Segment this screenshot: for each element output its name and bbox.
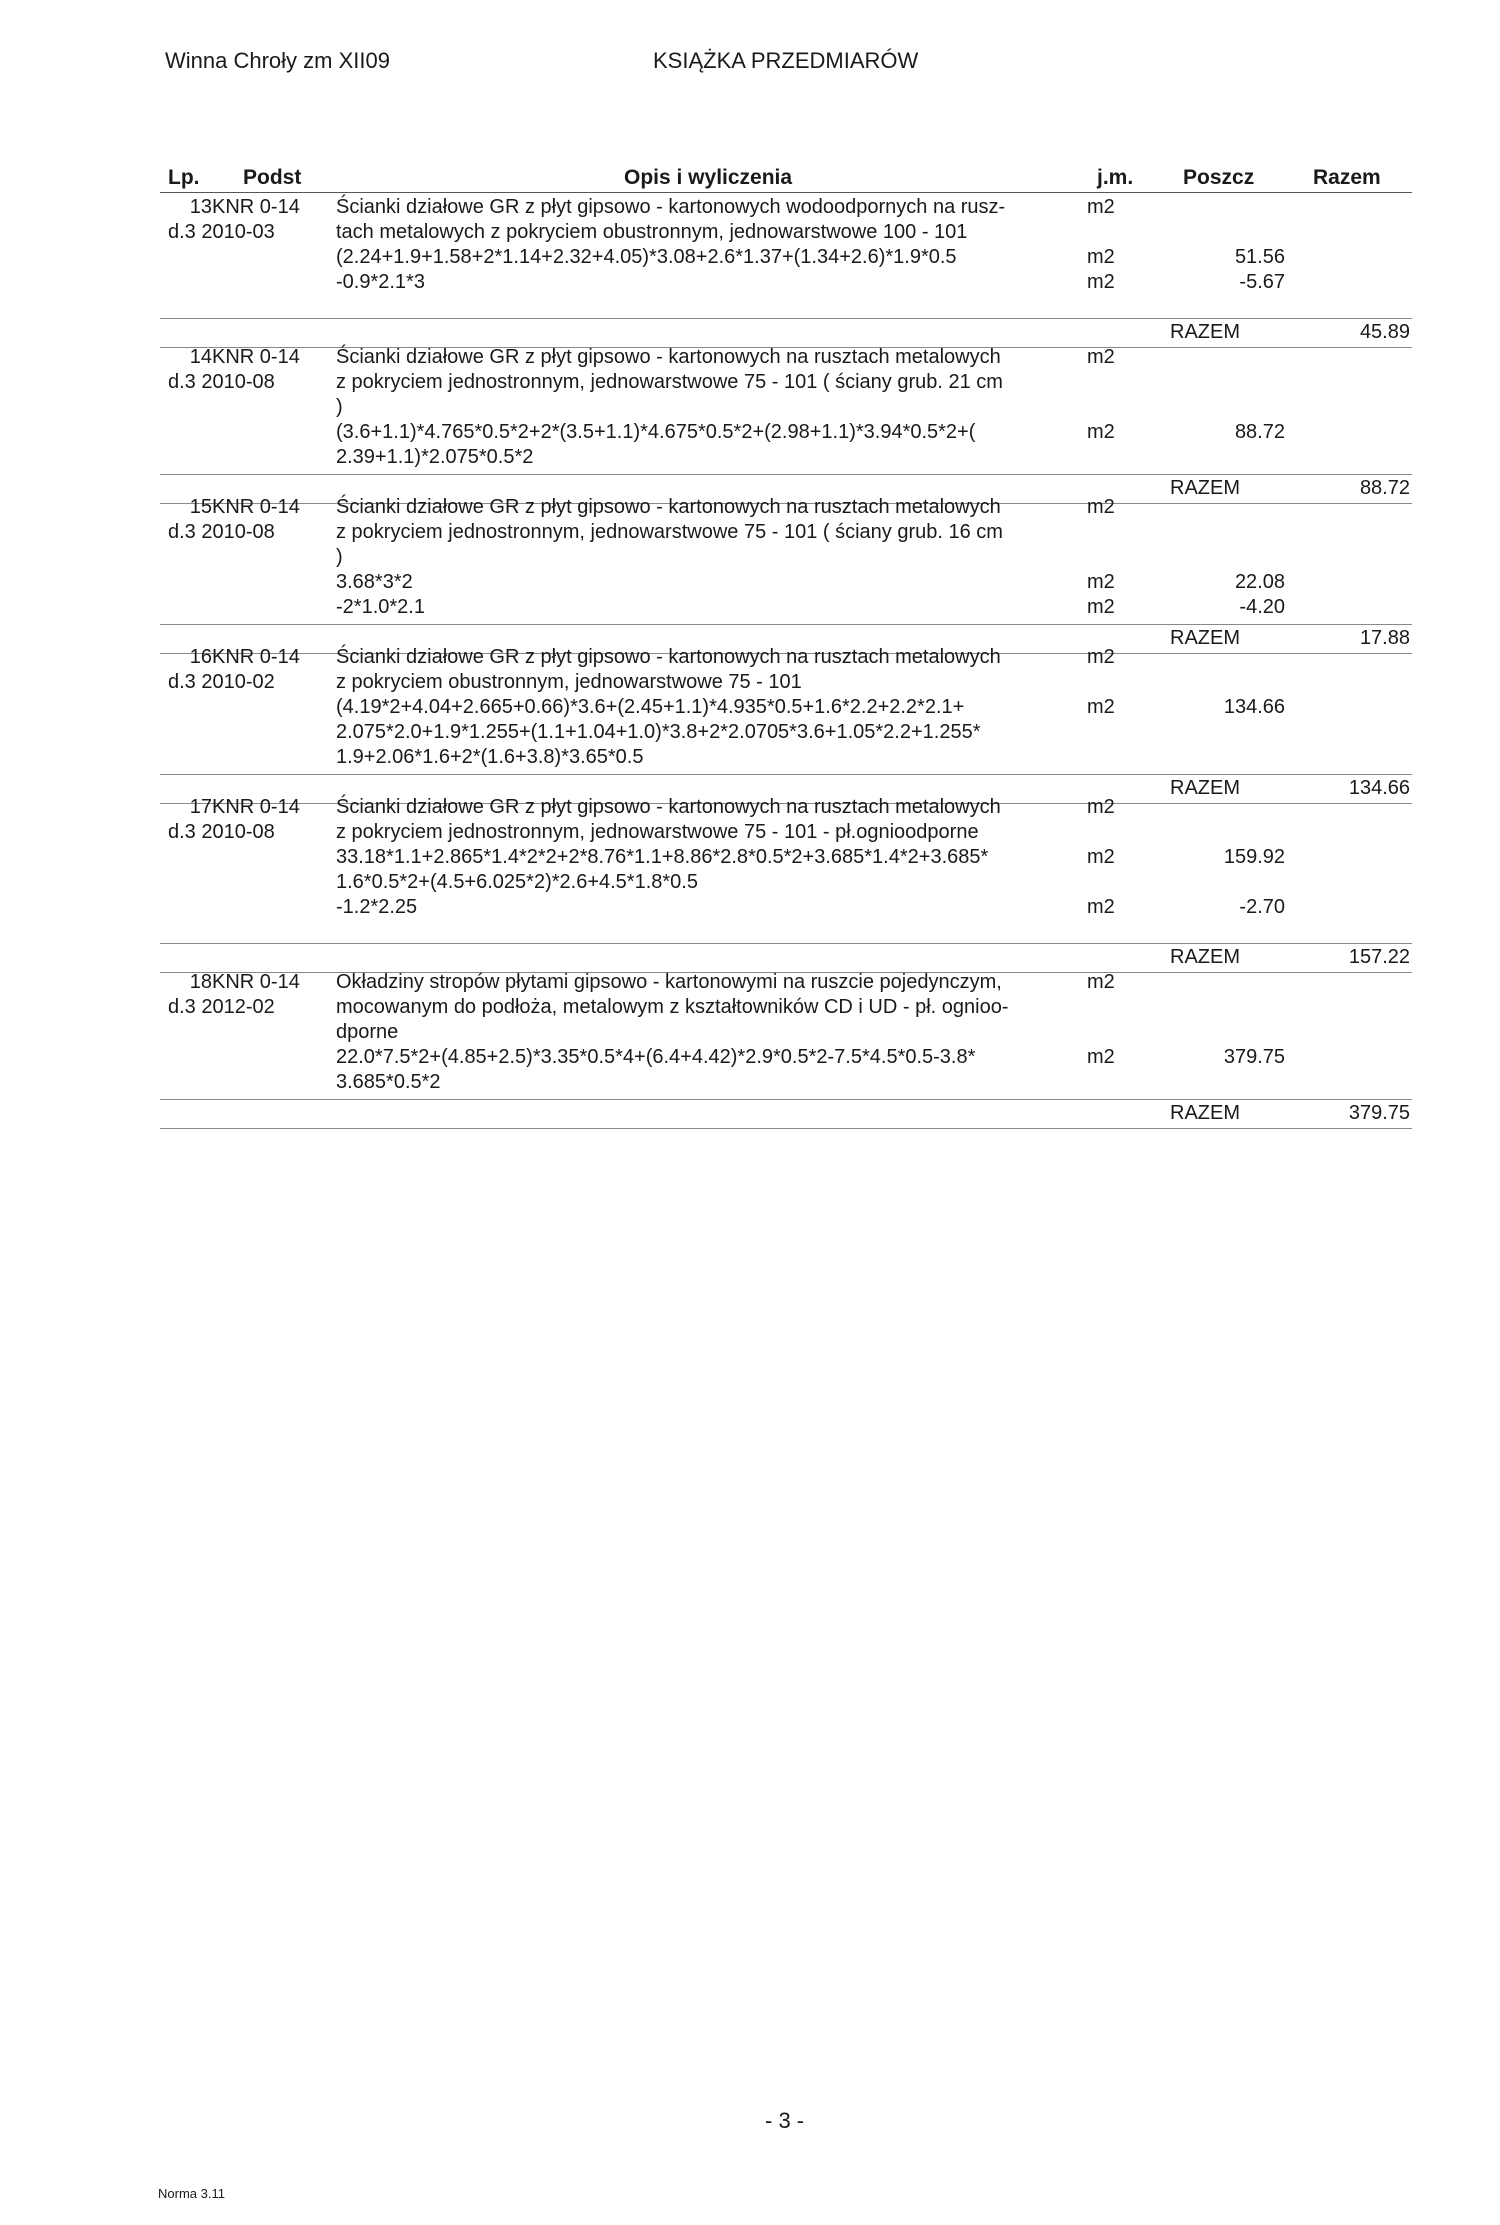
- razem-value: 157.22: [1348, 946, 1410, 968]
- item-separator-rule: [160, 774, 1412, 775]
- calculation-value: 134.66: [1223, 696, 1285, 718]
- item-basis-table: d.3 2010-02: [168, 671, 275, 693]
- document-header-left: Winna Chroły zm XII09: [165, 48, 390, 73]
- item-unit: m2: [1087, 971, 1115, 993]
- razem-label: RAZEM: [1170, 946, 1240, 968]
- calculation-unit: m2: [1087, 846, 1115, 868]
- calculation-line: 2.39+1.1)*2.075*0.5*2: [336, 446, 534, 468]
- item-basis-code: KNR 0-14: [212, 796, 300, 818]
- razem-label: RAZEM: [1170, 477, 1240, 499]
- calculation-line: 33.18*1.1+2.865*1.4*2*2+2*8.76*1.1+8.86*2.8*0.5*2+3.685*1.4*2+3.685*: [336, 846, 989, 868]
- item-number: 17: [189, 796, 212, 818]
- calculation-line: 1.6*0.5*2+(4.5+6.025*2)*2.6+4.5*1.8*0.5: [336, 871, 698, 893]
- item-separator-rule: [160, 943, 1412, 944]
- item-basis-code: KNR 0-14: [212, 646, 300, 668]
- calculation-value: -5.67: [1239, 271, 1285, 293]
- calculation-value: 51.56: [1234, 246, 1285, 268]
- item-basis-table: d.3 2010-08: [168, 371, 275, 393]
- item-description-line: ): [336, 396, 343, 418]
- razem-label: RAZEM: [1170, 1102, 1240, 1124]
- col-header-opis: Opis i wyliczenia: [624, 166, 793, 189]
- item-unit: m2: [1087, 196, 1115, 218]
- item-basis-code: KNR 0-14: [212, 971, 300, 993]
- calculation-line: -1.2*2.25: [336, 896, 418, 918]
- razem-value: 17.88: [1359, 627, 1410, 649]
- item-number: 13: [189, 196, 212, 218]
- calculation-value: 88.72: [1234, 421, 1285, 443]
- item-description-line: z pokryciem obustronnym, jednowarstwowe 75 - 101: [336, 671, 802, 693]
- razem-value: 379.75: [1348, 1102, 1410, 1124]
- item-description-line: z pokryciem jednostronnym, jednowarstwowe 75 - 101 ( ściany grub. 16 cm: [336, 521, 1003, 543]
- item-basis-code: KNR 0-14: [212, 496, 300, 518]
- item-description-line: Ścianki działowe GR z płyt gipsowo - kartonowych na rusztach metalowych: [336, 796, 1001, 818]
- calculation-line: -2*1.0*2.1: [336, 596, 425, 618]
- item-description-line: Ścianki działowe GR z płyt gipsowo - kartonowych na rusztach metalowych: [336, 646, 1001, 668]
- header-rule: [160, 192, 1412, 193]
- document-header-title: KSIĄŻKA PRZEDMIARÓW: [653, 48, 919, 73]
- item-description-line: dporne: [336, 1021, 399, 1043]
- razem-value: 134.66: [1348, 777, 1410, 799]
- item-description-line: Okładziny stropów płytami gipsowo - kartonowymi na ruszcie pojedynczym,: [336, 971, 1002, 993]
- calculation-line: (2.24+1.9+1.58+2*1.14+2.32+4.05)*3.08+2.6*1.37+(1.34+2.6)*1.9*0.5: [336, 246, 957, 268]
- item-unit: m2: [1087, 346, 1115, 368]
- razem-label: RAZEM: [1170, 321, 1240, 343]
- item-number: 15: [189, 496, 212, 518]
- item-unit: m2: [1087, 646, 1115, 668]
- calculation-value: -2.70: [1239, 896, 1285, 918]
- item-basis-table: d.3 2012-02: [168, 996, 275, 1018]
- calculation-line: 22.0*7.5*2+(4.85+2.5)*3.35*0.5*4+(6.4+4.42)*2.9*0.5*2-7.5*4.5*0.5-3.8*: [336, 1046, 976, 1068]
- item-separator-rule: [160, 474, 1412, 475]
- calculation-unit: m2: [1087, 696, 1115, 718]
- item-description-line: tach metalowych z pokryciem obustronnym, jednowarstwowe 100 - 101: [336, 221, 968, 243]
- item-description-line: Ścianki działowe GR z płyt gipsowo - kartonowych wodoodpornych na rusz-: [336, 196, 1006, 218]
- item-description-line: ): [336, 546, 343, 568]
- item-end-rule: [160, 1128, 1412, 1129]
- col-header-poszcz: Poszcz: [1183, 166, 1255, 189]
- calculation-value: 159.92: [1223, 846, 1285, 868]
- item-basis-table: d.3 2010-03: [168, 221, 275, 243]
- razem-label: RAZEM: [1170, 627, 1240, 649]
- razem-label: RAZEM: [1170, 777, 1240, 799]
- calculation-line: -0.9*2.1*3: [336, 271, 425, 293]
- item-basis-code: KNR 0-14: [212, 196, 300, 218]
- item-description-line: z pokryciem jednostronnym, jednowarstwowe 75 - 101 - pł.ognioodporne: [336, 821, 979, 843]
- calculation-unit: m2: [1087, 896, 1115, 918]
- col-header-razem: Razem: [1313, 166, 1381, 189]
- item-basis-code: KNR 0-14: [212, 346, 300, 368]
- col-header-podst: Podst: [243, 166, 302, 189]
- col-header-lp: Lp.: [168, 166, 200, 189]
- item-number: 18: [189, 971, 212, 993]
- calculation-unit: m2: [1087, 1046, 1115, 1068]
- calculation-unit: m2: [1087, 271, 1115, 293]
- item-description-line: mocowanym do podłoża, metalowym z kształtowników CD i UD - pł. ognioo-: [336, 996, 1009, 1018]
- item-separator-rule: [160, 1099, 1412, 1100]
- item-number: 14: [189, 346, 212, 368]
- item-number: 16: [189, 646, 212, 668]
- item-description-line: Ścianki działowe GR z płyt gipsowo - kartonowych na rusztach metalowych: [336, 346, 1001, 368]
- software-version: Norma 3.11: [158, 2186, 225, 2201]
- calculation-line: (3.6+1.1)*4.765*0.5*2+2*(3.5+1.1)*4.675*0.5*2+(2.98+1.1)*3.94*0.5*2+(: [336, 421, 976, 443]
- calculation-unit: m2: [1087, 421, 1115, 443]
- item-description-line: Ścianki działowe GR z płyt gipsowo - kartonowych na rusztach metalowych: [336, 496, 1001, 518]
- item-unit: m2: [1087, 496, 1115, 518]
- page-number: - 3 -: [765, 2108, 805, 2133]
- calculation-value: -4.20: [1239, 596, 1285, 618]
- calculation-line: 2.075*2.0+1.9*1.255+(1.1+1.04+1.0)*3.8+2*2.0705*3.6+1.05*2.2+1.255*: [336, 721, 981, 743]
- calculation-unit: m2: [1087, 596, 1115, 618]
- item-separator-rule: [160, 624, 1412, 625]
- item-unit: m2: [1087, 796, 1115, 818]
- calculation-line: 3.68*3*2: [336, 571, 413, 593]
- item-description-line: z pokryciem jednostronnym, jednowarstwowe 75 - 101 ( ściany grub. 21 cm: [336, 371, 1003, 393]
- calculation-value: 22.08: [1234, 571, 1285, 593]
- calculation-line: (4.19*2+4.04+2.665+0.66)*3.6+(2.45+1.1)*4.935*0.5+1.6*2.2+2.2*2.1+: [336, 696, 965, 718]
- calculation-line: 1.9+2.06*1.6+2*(1.6+3.8)*3.65*0.5: [336, 746, 644, 768]
- razem-value: 45.89: [1359, 321, 1410, 343]
- calculation-value: 379.75: [1223, 1046, 1285, 1068]
- calculation-unit: m2: [1087, 571, 1115, 593]
- calculation-line: 3.685*0.5*2: [336, 1071, 441, 1093]
- item-basis-table: d.3 2010-08: [168, 821, 275, 843]
- col-header-jm: j.m.: [1097, 166, 1134, 189]
- razem-value: 88.72: [1359, 477, 1410, 499]
- item-separator-rule: [160, 318, 1412, 319]
- calculation-unit: m2: [1087, 246, 1115, 268]
- item-basis-table: d.3 2010-08: [168, 521, 275, 543]
